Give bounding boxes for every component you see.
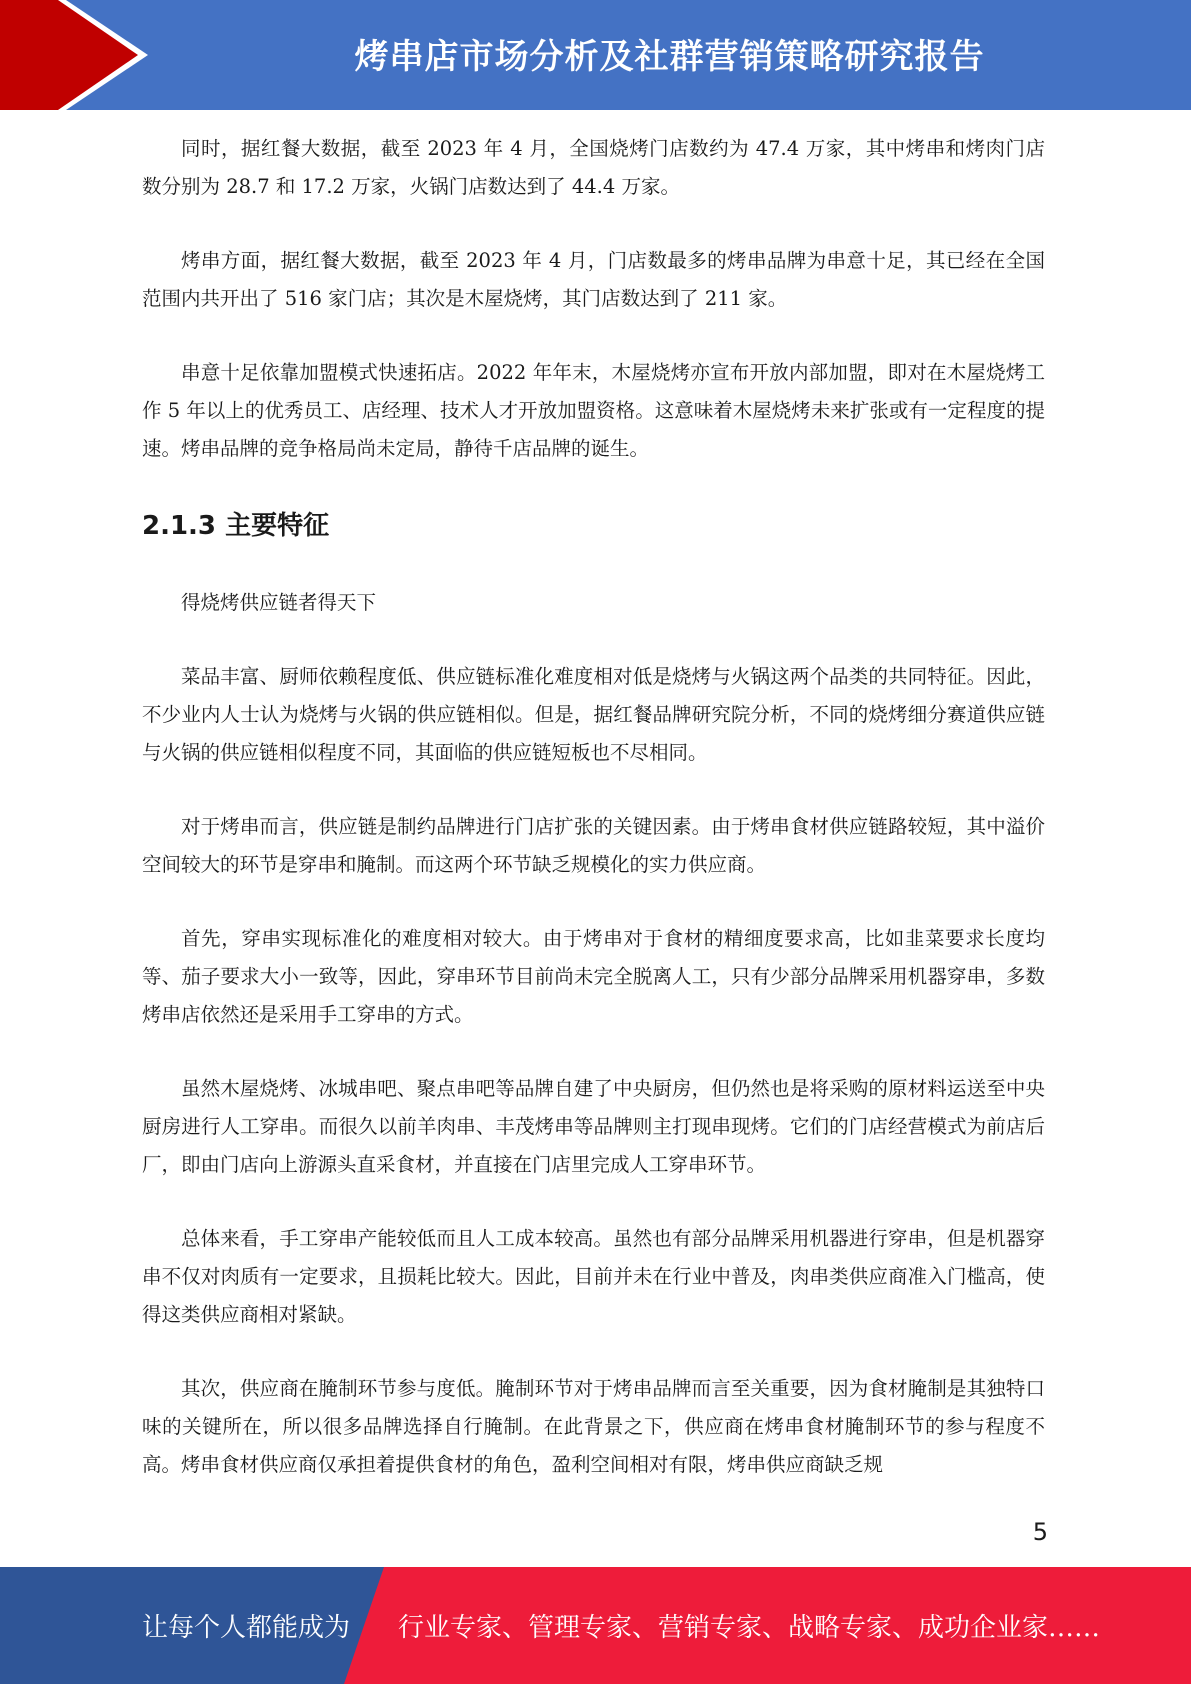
- page-header: [0, 0, 1191, 110]
- paragraph: 菜品丰富、厨师依赖程度低、供应链标准化难度相对低是烧烤与火锅这两个品类的共同特征。因此，不少业内人士认为烧烤与火锅的供应链相似。但是，据红餐品牌研究院分析，不同的烧烤细分赛道供应链与火锅的供应链相似程度不同，其面临的供应链短板也不尽相同。: [142, 665, 1045, 764]
- paragraph-subtitle: 得烧烤供应链者得天下: [181, 591, 377, 614]
- page-footer: [0, 1567, 1191, 1684]
- report-title: 烤串店市场分析及社群营销策略研究报告: [354, 36, 985, 77]
- paragraph: 首先，穿串实现标准化的难度相对较大。由于烤串对于食材的精细度要求高，比如韭菜要求长度均等、茄子要求大小一致等，因此，穿串环节目前尚未完全脱离人工，只有少部分品牌采用机器穿串，多数烤串店依然还是采用手工穿串的方式。: [142, 927, 1045, 1026]
- section-heading: 2.1.3 主要特征: [142, 511, 330, 541]
- paragraph: 总体来看，手工穿串产能较低而且人工成本较高。虽然也有部分品牌采用机器进行穿串，但是机器穿串不仅对肉质有一定要求，且损耗比较大。因此，目前并未在行业中普及，肉串类供应商准入门槛高，使得这类供应商相对紧缺。: [142, 1227, 1045, 1326]
- paragraph: 虽然木屋烧烤、冰城串吧、聚点串吧等品牌自建了中央厨房，但仍然也是将采购的原材料运送至中央厨房进行人工穿串。而很久以前羊肉串、丰茂烤串等品牌则主打现串现烤。它们的门店经营模式为前店后厂，即由门店向上游源头直采食材，并直接在门店里完成人工穿串环节。: [142, 1077, 1045, 1176]
- paragraph: 同时，据红餐大数据，截至 2023 年 4 月，全国烧烤门店数约为 47.4 万家，其中烤串和烤肉门店数分别为 28.7 和 17.2 万家，火锅门店数达到了 44.4 万家。: [142, 137, 1045, 198]
- paragraph: 烤串方面，据红餐大数据，截至 2023 年 4 月，门店数最多的烤串品牌为串意十足，其已经在全国范围内共开出了 516 家门店；其次是木屋烧烤，其门店数达到了 211 家。: [142, 249, 1045, 310]
- page-number: 5: [1032, 1518, 1048, 1546]
- footer-slogan-right: 行业专家、管理专家、营销专家、战略专家、成功企业家……: [398, 1613, 1101, 1643]
- paragraph: 其次，供应商在腌制环节参与度低。腌制环节对于烤串品牌而言至关重要，因为食材腌制是其独特口味的关键所在，所以很多品牌选择自行腌制。在此背景之下，供应商在烤串食材腌制环节的参与程度不高。烤串食材供应商仅承担着提供食材的角色，盈利空间相对有限，烤串供应商缺乏规: [142, 1377, 1045, 1476]
- footer-slogan-left: 让每个人都能成为: [142, 1613, 351, 1643]
- paragraph: 对于烤串而言，供应链是制约品牌进行门店扩张的关键因素。由于烤串食材供应链路较短，其中溢价空间较大的环节是穿串和腌制。而这两个环节缺乏规模化的实力供应商。: [142, 815, 1045, 876]
- paragraph: 串意十足依靠加盟模式快速拓店。2022 年年末，木屋烧烤亦宣布开放内部加盟，即对在木屋烧烤工作 5 年以上的优秀员工、店经理、技术人才开放加盟资格。这意味着木屋烧烤未来扩张或有一定程度的提速。烤串品牌的竞争格局尚未定局，静待千店品牌的诞生。: [142, 361, 1045, 460]
- page-content: [142, 130, 1045, 1520]
- header-arrow-icon: [0, 0, 160, 110]
